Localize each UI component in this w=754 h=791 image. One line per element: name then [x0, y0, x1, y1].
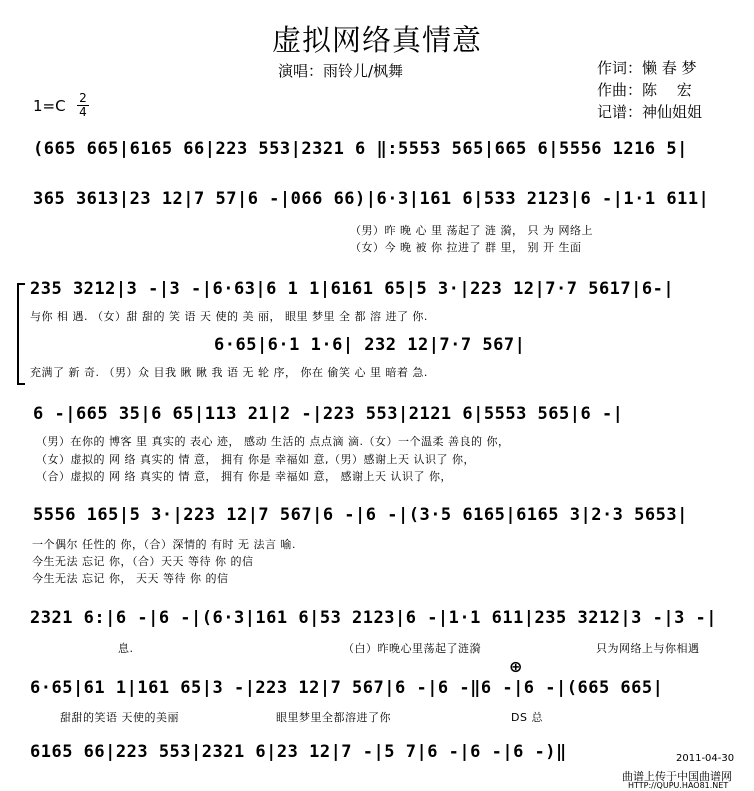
time-top: 2: [79, 91, 87, 105]
lyric-line-2b: （女）今 晚 被 你 拉进了 群 里， 别 开 生面: [350, 241, 582, 254]
lyric-line-8c: DS 总: [511, 711, 543, 724]
lyric-line-4: 充满了 新 奇. （男）众 目我 瞅 瞅 我 语 无 轮 序， 你在 偷笑 心 里 暗着 急.: [30, 366, 428, 379]
lyric-line-3: 与你 相 遇. （女）甜 甜的 笑 语 天 使的 美 丽， 眼里 梦里 全 都 溶 进了 你.: [30, 310, 428, 323]
lyric-line-8a: 甜甜的笑语 天使的美丽: [60, 711, 179, 724]
watermark-url: HTTP://QUPU.HAO81.NET: [628, 781, 729, 790]
song-title: 虚拟网络真情意: [271, 23, 482, 57]
lyric-line-5a: （男）在你的 博客 里 真实的 表心 迹， 感动 生活的 点点滴 滴.（女）一个温柔 善良的 你，: [36, 435, 510, 448]
time-bottom: 4: [77, 105, 89, 119]
lyric-line-7a: 息.: [118, 642, 134, 655]
score-line-8: 6·65|61 1|161 65|3 -|223 12|7 567|6 -|6 -‖6 -|6 -|(665 665|: [30, 678, 664, 698]
date-stamp: 2011-04-30: [676, 753, 735, 764]
score-line-5: 6 -|665 35|6 65|113 21|2 -|223 553|2121 6|5553 565|6 -|: [33, 404, 624, 424]
score-line-9: 6165 66|223 553|2321 6|23 12|7 -|5 7|6 -|6 -|6 -)‖: [30, 742, 567, 762]
lyric-line-6a: 一个偶尔 任性的 你，（合）深情的 有时 无 法言 喻.: [32, 538, 296, 551]
composer-credit: 作曲：陈 宏: [597, 81, 692, 99]
time-signature: [77, 92, 89, 119]
system-brace: [17, 283, 25, 385]
score-line-3: 235 3212|3 -|3 -|6·63|6 1 1|6161 65|5 3·|223 12|7·7 5617|6-|: [30, 279, 675, 299]
lyric-line-5c: （合）虚拟的 网 络 真实的 情 意， 拥有 你是 幸福如 意， 感谢上天 认识了 你，: [36, 470, 452, 483]
score-line-4: 6·65|6·1 1·6| 232 12|7·7 567|: [214, 335, 526, 355]
lyric-line-6b: 今生无法 忘记 你，（合）天天 等待 你 的信: [32, 555, 254, 568]
lyric-line-2a: （男）昨 晚 心 里 荡起了 涟 漪， 只 为 网络上: [350, 224, 593, 237]
score-line-6: 5556 165|5 3·|223 12|7 567|6 -|6 -|(3·5 6165|6165 3|2·3 5653|: [33, 505, 688, 525]
lyric-line-8b: 眼里梦里全都溶进了你: [276, 711, 391, 724]
score-line-1: (665 665|6165 66|223 553|2321 6 ‖:5553 565|665 6|5556 1216 5|: [33, 139, 688, 159]
transcriber-credit: 记谱：神仙姐姐: [597, 103, 703, 121]
singer-credit: 演唱：雨铃儿/枫舞: [278, 62, 404, 80]
lyric-line-7c: 只为网络上与你相遇: [596, 642, 700, 655]
lyric-line-5b: （女）虚拟的 网 络 真实的 情 意， 拥有 你是 幸福如 意,（男）感谢上天 认识了 你，: [36, 453, 475, 466]
lyricist-credit: 作词：懒 春 梦: [597, 59, 697, 77]
score-line-2: 365 3613|23 12|7 57|6 -|066 66)|6·3|161 6|533 2123|6 -|1·1 611|: [33, 189, 710, 209]
lyric-line-6c: 今生无法 忘记 你， 天天 等待 你 的信: [32, 572, 229, 585]
coda-sign: ⊕: [509, 657, 523, 676]
watermark-site: 曲谱上传于中国曲谱网: [622, 770, 732, 783]
score-line-7: 2321 6:|6 -|6 -|(6·3|161 6|53 2123|6 -|1·1 611|235 3212|3 -|3 -|: [30, 608, 718, 628]
key-signature: 1=C: [33, 97, 66, 115]
lyric-line-7b: （白）昨晚心里荡起了涟漪: [343, 642, 481, 655]
